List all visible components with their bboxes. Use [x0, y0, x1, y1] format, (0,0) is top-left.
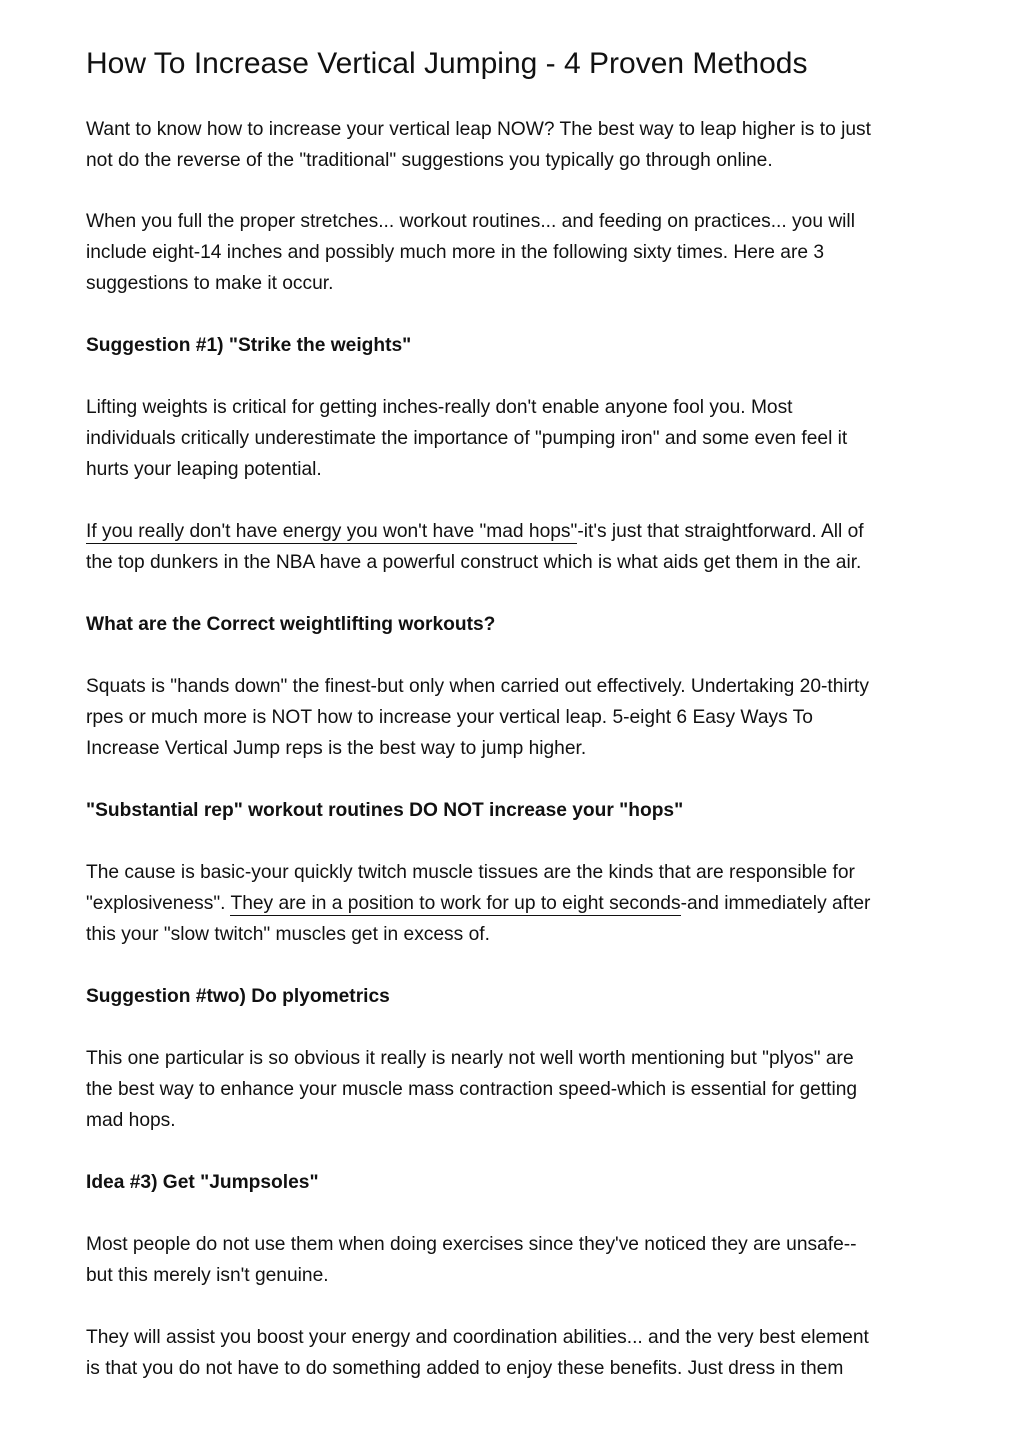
document-title: How To Increase Vertical Jumping - 4 Proven Methods: [86, 47, 808, 80]
section-heading-substantial-rep: "Substantial rep" workout routines DO NOT increase your "hops": [86, 800, 684, 821]
text-line: [86, 888, 946, 919]
text-line: Squats is "hands down" the finest-but only when carried out effectively. Undertaking 20-thirty: [86, 676, 869, 697]
text-line: When you full the proper stretches... workout routines... and feeding on practices... you will: [86, 211, 855, 232]
cause-paragraph: [86, 857, 946, 950]
text-line: suggestions to make it occur.: [86, 273, 334, 294]
text-line: mad hops.: [86, 1110, 176, 1131]
text-line: individuals critically underestimate the importance of "pumping iron" and some even feel it: [86, 428, 848, 449]
section-heading-weightlifting: What are the Correct weightlifting workouts?: [86, 614, 496, 635]
seconds-link[interactable]: They are in a position to work for up to eight seconds: [230, 893, 681, 914]
text-line: Lifting weights is critical for getting inches-really don't enable anyone fool you. Most: [86, 397, 793, 418]
jumpsoles-paragraph-2: [86, 1322, 946, 1384]
section-heading-plyometrics: Suggestion #two) Do plyometrics: [86, 986, 390, 1007]
text-line: is that you do not have to do something added to enjoy these benefits. Just dress in them: [86, 1358, 844, 1379]
text-line: [86, 516, 946, 547]
text-line: the best way to enhance your muscle mass contraction speed-which is essential for getting: [86, 1079, 858, 1100]
squats-paragraph: [86, 671, 946, 764]
text-line: hurts your leaping potential.: [86, 459, 322, 480]
text-line: Want to know how to increase your vertical leap NOW? The best way to leap higher is to just: [86, 119, 871, 140]
text-line: Most people do not use them when doing exercises since they've noticed they are unsafe--: [86, 1234, 857, 1255]
section-heading-jumpsoles: Idea #3) Get "Jumpsoles": [86, 1172, 319, 1193]
text-line: rpes or much more is NOT how to increase your vertical leap. 5-eight 6 Easy Ways To: [86, 707, 813, 728]
intro-paragraph-1: [86, 114, 946, 176]
jumpsoles-paragraph-1: [86, 1229, 946, 1291]
text-line: They will assist you boost your energy and coordination abilities... and the very best element: [86, 1327, 869, 1348]
text-fragment: -and immediately after: [680, 893, 871, 914]
text-line: include eight-14 inches and possibly much more in the following sixty times. Here are 3: [86, 242, 825, 263]
lifting-paragraph: [86, 392, 946, 485]
text-line: Increase Vertical Jump reps is the best way to jump higher.: [86, 738, 587, 759]
text-line: This one particular is so obvious it really is nearly not well worth mentioning but "plyos" are: [86, 1048, 854, 1069]
energy-link[interactable]: If you really don't have energy you won't have "mad hops": [86, 521, 578, 542]
text-line: this your "slow twitch" muscles get in excess of.: [86, 924, 490, 945]
text-fragment: -it's just that straightforward. All of: [577, 521, 864, 542]
plyo-paragraph: [86, 1043, 946, 1136]
text-line: The cause is basic-your quickly twitch muscle tissues are the kinds that are responsible for: [86, 862, 855, 883]
text-line: the top dunkers in the NBA have a powerful construct which is what aids get them in the air.: [86, 552, 862, 573]
energy-paragraph: [86, 516, 946, 578]
intro-paragraph-2: [86, 206, 946, 299]
text-line: not do the reverse of the "traditional" suggestions you typically go through online.: [86, 150, 773, 171]
text-line: but this merely isn't genuine.: [86, 1265, 329, 1286]
text-fragment: "explosiveness".: [86, 893, 231, 914]
section-heading-suggestion-1: Suggestion #1) "Strike the weights": [86, 335, 412, 356]
